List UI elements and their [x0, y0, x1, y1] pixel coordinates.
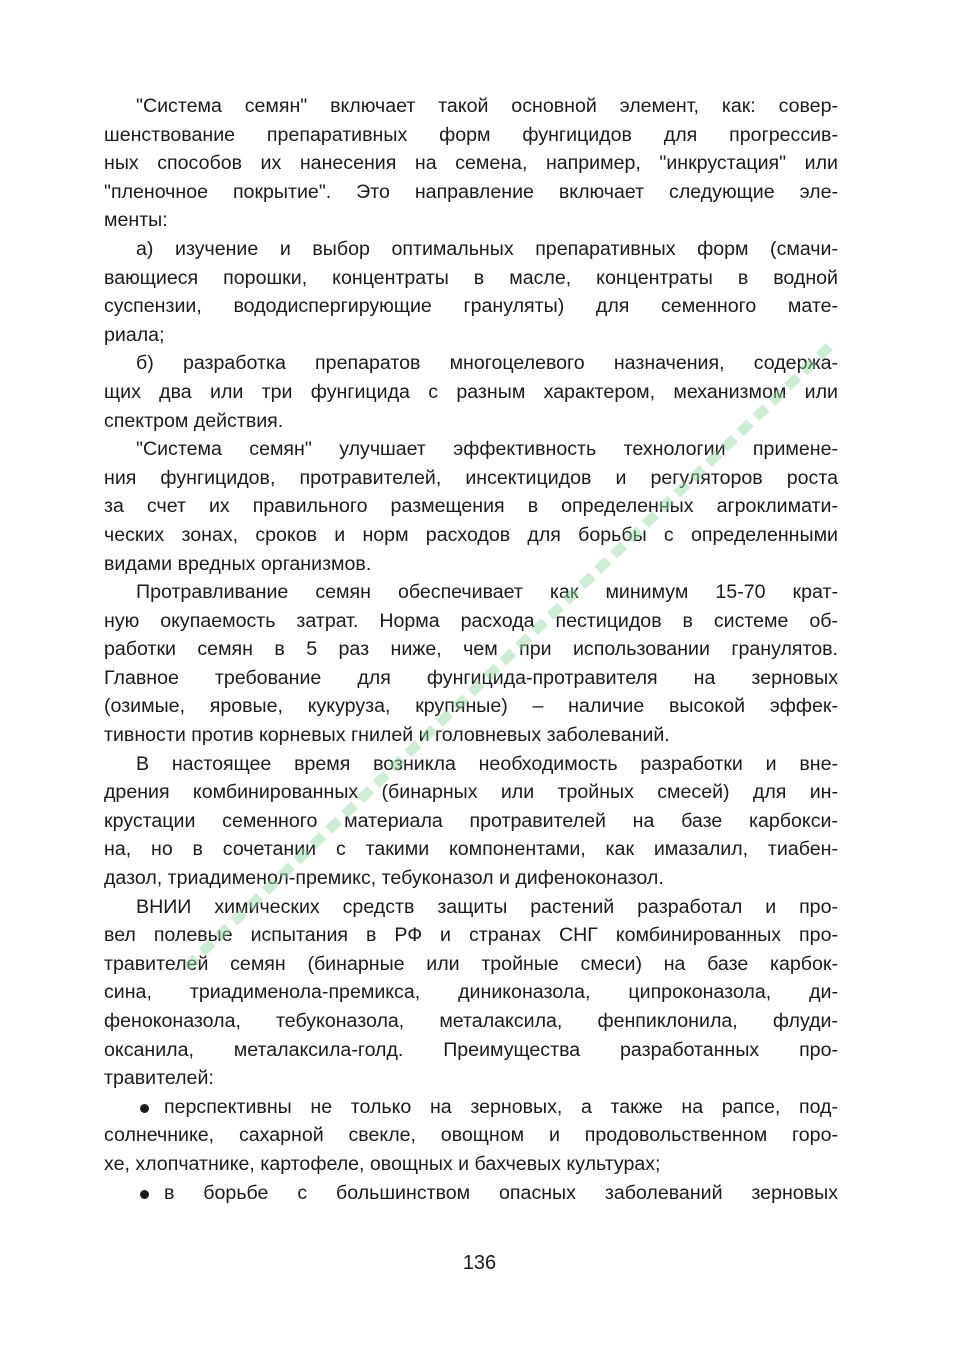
text-line [104, 864, 838, 893]
text-line [104, 778, 838, 807]
text-line-content: тивности против корневых гнилей и головневых заболеваний. [104, 724, 670, 747]
text-line [104, 978, 838, 1007]
text-line [104, 378, 838, 407]
text-line [104, 893, 838, 922]
text-line [104, 321, 838, 350]
text-line-content: щих два или три фунгицида с разным характером, механизмом или [104, 380, 838, 403]
text-line-content: дрения комбинированных (бинарных или тройных смесей) для ин- [104, 781, 838, 804]
text-line [104, 1150, 838, 1179]
text-line [104, 835, 838, 864]
text-line-content: "Система семян" улучшает эффективность технологии примене- [136, 438, 838, 461]
text-line-content: "пленочное покрытие". Это направление включает следующие эле- [104, 180, 838, 203]
bullet-icon [140, 1104, 149, 1113]
text-line [104, 1121, 838, 1150]
text-line [104, 292, 838, 321]
text-line-content: Главное требование для фунгицида-протравителя на зерновых [104, 666, 838, 689]
text-line-content: видами вредных организмов. [104, 552, 372, 575]
text-line [104, 750, 838, 779]
text-line-content: травителей семян (бинарные или тройные смеси) на базе карбок- [104, 952, 838, 975]
text-line [104, 521, 838, 550]
text-line-content: менты: [104, 209, 168, 232]
text-line [104, 407, 838, 436]
text-line-content: Протравливание семян обеспечивает как минимум 15-70 крат- [136, 581, 838, 604]
text-line [104, 578, 838, 607]
text-line [104, 92, 838, 121]
text-line [104, 206, 838, 235]
text-line-content: вающиеся порошки, концентраты в масле, концентраты в водной [104, 266, 838, 289]
body-text [104, 92, 838, 1207]
text-line-content: ных способов их нанесения на семена, например, "инкрустация" или [104, 152, 838, 175]
text-line-content: дазол, триадименол-премикс, тебуконазол и дифеноконазол. [104, 867, 664, 890]
text-line-content: ния фунгицидов, протравителей, инсектицидов и регуляторов роста [104, 466, 838, 489]
text-line [104, 1007, 838, 1036]
text-line-content: травителей: [104, 1067, 214, 1090]
text-line [104, 807, 838, 836]
text-line [104, 492, 838, 521]
text-line [104, 464, 838, 493]
text-line-content: ВНИИ химических средств защиты растений разработал и про- [136, 895, 838, 918]
bullet-icon [140, 1190, 149, 1199]
text-line-content: спектром действия. [104, 409, 284, 432]
text-line [104, 349, 838, 378]
text-line-content: сина, триадименола-премикса, диниконазола, ципроконазола, ди- [104, 981, 838, 1004]
text-line [104, 721, 838, 750]
text-line [104, 1036, 838, 1065]
text-line-content: ную окупаемость затрат. Норма расхода пестицидов в системе об- [104, 609, 838, 632]
text-line-content: на, но в сочетании с такими компонентами, как имазалил, тиабен- [104, 838, 838, 861]
text-line-content: В настоящее время возникла необходимость разработки и вне- [136, 752, 838, 775]
text-line-content: "Система семян" включает такой основной элемент, как: совер- [136, 95, 838, 117]
text-line [104, 1064, 838, 1093]
text-line [104, 550, 838, 579]
text-line-content: (озимые, яровые, кукуруза, крупяные) – наличие высокой эффек- [104, 695, 838, 718]
page-number: 136 [462, 1252, 497, 1274]
text-line-content: шенствование препаративных форм фунгицидов для прогрессив- [104, 123, 838, 146]
text-line-content: перспективны не только на зерновых, а также на рапсе, под- [164, 1095, 838, 1118]
text-line [104, 607, 838, 636]
text-line [104, 1179, 838, 1208]
text-line-content: б) разработка препаратов многоцелевого назначения, содержа- [136, 352, 838, 375]
text-line [104, 178, 838, 207]
text-line-content: за счет их правильного размещения в определенных агроклимати- [104, 495, 838, 518]
text-line [104, 950, 838, 979]
text-line [104, 921, 838, 950]
text-line-content: риала; [104, 323, 165, 346]
text-line-content: феноконазола, тебуконазола, металаксила, фенпиклонила, флуди- [104, 1010, 838, 1032]
text-line-content: крустации семенного материала протравителей на базе карбокси- [104, 809, 838, 832]
text-line-content: работки семян в 5 раз ниже, чем при использовании гранулятов. [104, 638, 838, 661]
text-line [104, 235, 838, 264]
text-line-content: а) изучение и выбор оптимальных препаративных форм (смачи- [136, 237, 838, 260]
text-line-content: хе, хлопчатнике, картофеле, овощных и бахчевых культурах; [104, 1152, 661, 1175]
text-line [104, 635, 838, 664]
text-line-content: вел полевые испытания в РФ и странах СНГ комбинированных про- [104, 924, 838, 947]
text-line [104, 692, 838, 721]
text-line-content: в борьбе с большинством опасных заболеваний зерновых [164, 1181, 838, 1204]
text-line [104, 149, 838, 178]
text-line-content: ческих зонах, сроков и норм расходов для борьбы с определенными [104, 523, 838, 546]
text-line-content: суспензии, вододиспергирующие грануляты) для семенного мате- [104, 295, 838, 318]
text-line [104, 264, 838, 293]
text-line-content: солнечнике, сахарной свекле, овощном и продовольственном горо- [104, 1124, 838, 1147]
text-line-content: оксанила, металаксила-голд. Преимущества разработанных про- [104, 1038, 838, 1061]
text-line [104, 664, 838, 693]
text-line [104, 1093, 838, 1122]
text-line [104, 121, 838, 150]
text-line [104, 435, 838, 464]
